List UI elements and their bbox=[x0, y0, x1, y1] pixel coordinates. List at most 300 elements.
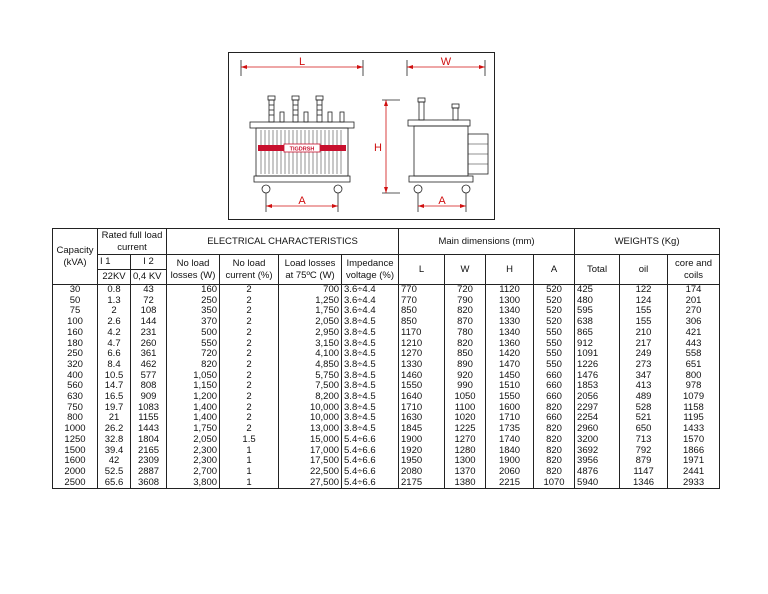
cell-impedance: 5.4÷6.6 bbox=[342, 456, 399, 467]
cell-h: 1735 bbox=[486, 424, 534, 435]
cell-total: 1091 bbox=[575, 349, 620, 360]
cell-oil: 217 bbox=[620, 339, 668, 350]
cell-l: 1630 bbox=[399, 413, 445, 424]
cell-i2: 2165 bbox=[131, 446, 167, 457]
cell-oil: 155 bbox=[620, 317, 668, 328]
cell-capacity: 250 bbox=[53, 349, 98, 360]
cell-a: 520 bbox=[534, 285, 575, 296]
col-h: H bbox=[486, 255, 534, 285]
cell-capacity: 1500 bbox=[53, 446, 98, 457]
cell-a: 660 bbox=[534, 413, 575, 424]
cell-i1: 8.4 bbox=[98, 360, 131, 371]
cell-a: 520 bbox=[534, 296, 575, 307]
cell-i1: 14.7 bbox=[98, 381, 131, 392]
cell-capacity: 2000 bbox=[53, 467, 98, 478]
cell-h: 1450 bbox=[486, 371, 534, 382]
cell-impedance: 3.8÷4.5 bbox=[342, 328, 399, 339]
cell-core-coils: 1570 bbox=[668, 435, 720, 446]
cell-i1: 4.7 bbox=[98, 339, 131, 350]
cell-h: 1740 bbox=[486, 435, 534, 446]
cell-capacity: 160 bbox=[53, 328, 98, 339]
cell-h: 1420 bbox=[486, 349, 534, 360]
cell-core-coils: 421 bbox=[668, 328, 720, 339]
table-row bbox=[53, 306, 720, 317]
cell-w: 890 bbox=[445, 360, 486, 371]
cell-impedance: 3.6÷4.4 bbox=[342, 306, 399, 317]
table-row bbox=[53, 381, 720, 392]
cell-core-coils: 651 bbox=[668, 360, 720, 371]
table-row bbox=[53, 339, 720, 350]
table-row bbox=[53, 478, 720, 489]
table-row bbox=[53, 424, 720, 435]
cell-total: 3956 bbox=[575, 456, 620, 467]
cell-no-load-current: 2 bbox=[220, 317, 279, 328]
cell-no-load-losses: 160 bbox=[167, 285, 220, 296]
cell-i1: 52.5 bbox=[98, 467, 131, 478]
col-no-load-current: No load current (%) bbox=[220, 255, 279, 285]
cell-oil: 650 bbox=[620, 424, 668, 435]
cell-load-losses: 27,500 bbox=[279, 478, 342, 489]
col-load-losses: Load losses at 75ºC (W) bbox=[279, 255, 342, 285]
cell-no-load-current: 2 bbox=[220, 328, 279, 339]
cell-h: 2215 bbox=[486, 478, 534, 489]
cell-a: 1070 bbox=[534, 478, 575, 489]
cell-oil: 155 bbox=[620, 306, 668, 317]
cell-a: 550 bbox=[534, 339, 575, 350]
cell-capacity: 100 bbox=[53, 317, 98, 328]
cell-a: 820 bbox=[534, 424, 575, 435]
table-row bbox=[53, 392, 720, 403]
cell-w: 1100 bbox=[445, 403, 486, 414]
cell-h: 1120 bbox=[486, 285, 534, 296]
cell-no-load-losses: 820 bbox=[167, 360, 220, 371]
cell-oil: 521 bbox=[620, 413, 668, 424]
cell-core-coils: 270 bbox=[668, 306, 720, 317]
col-rated-current: Rated full load current bbox=[98, 229, 167, 255]
cell-no-load-losses: 1,050 bbox=[167, 371, 220, 382]
cell-no-load-losses: 500 bbox=[167, 328, 220, 339]
cell-load-losses: 2,950 bbox=[279, 328, 342, 339]
table-row bbox=[53, 296, 720, 307]
cell-capacity: 75 bbox=[53, 306, 98, 317]
cell-core-coils: 558 bbox=[668, 349, 720, 360]
cell-no-load-current: 2 bbox=[220, 360, 279, 371]
cell-i1: 42 bbox=[98, 456, 131, 467]
col-i2: I 2 bbox=[131, 255, 167, 270]
cell-load-losses: 22,500 bbox=[279, 467, 342, 478]
cell-core-coils: 2933 bbox=[668, 478, 720, 489]
cell-total: 638 bbox=[575, 317, 620, 328]
cell-l: 1900 bbox=[399, 435, 445, 446]
cell-a: 820 bbox=[534, 456, 575, 467]
cell-load-losses: 10,000 bbox=[279, 403, 342, 414]
table-row bbox=[53, 360, 720, 371]
cell-total: 865 bbox=[575, 328, 620, 339]
cell-l: 1920 bbox=[399, 446, 445, 457]
cell-i2: 72 bbox=[131, 296, 167, 307]
cell-no-load-current: 2 bbox=[220, 403, 279, 414]
cell-total: 2254 bbox=[575, 413, 620, 424]
cell-oil: 249 bbox=[620, 349, 668, 360]
cell-capacity: 1250 bbox=[53, 435, 98, 446]
cell-capacity: 800 bbox=[53, 413, 98, 424]
cell-total: 595 bbox=[575, 306, 620, 317]
cell-oil: 124 bbox=[620, 296, 668, 307]
cell-oil: 122 bbox=[620, 285, 668, 296]
cell-load-losses: 13,000 bbox=[279, 424, 342, 435]
cell-no-load-losses: 1,400 bbox=[167, 403, 220, 414]
cell-no-load-current: 1.5 bbox=[220, 435, 279, 446]
dim-label-a-front: A bbox=[298, 195, 306, 207]
col-capacity: Capacity (kVA) bbox=[53, 229, 98, 285]
transformer-spec-table bbox=[52, 228, 720, 489]
table-row bbox=[53, 317, 720, 328]
cell-no-load-losses: 2,300 bbox=[167, 446, 220, 457]
cell-w: 820 bbox=[445, 306, 486, 317]
cell-load-losses: 4,100 bbox=[279, 349, 342, 360]
cell-w: 1370 bbox=[445, 467, 486, 478]
cell-no-load-losses: 550 bbox=[167, 339, 220, 350]
cell-a: 550 bbox=[534, 349, 575, 360]
cell-capacity: 400 bbox=[53, 371, 98, 382]
cell-i1: 65.6 bbox=[98, 478, 131, 489]
table-body bbox=[53, 285, 720, 489]
cell-w: 1380 bbox=[445, 478, 486, 489]
table-row bbox=[53, 456, 720, 467]
cell-i1: 1.3 bbox=[98, 296, 131, 307]
cell-w: 1300 bbox=[445, 456, 486, 467]
cell-i2: 1804 bbox=[131, 435, 167, 446]
cell-load-losses: 700 bbox=[279, 285, 342, 296]
cell-a: 820 bbox=[534, 403, 575, 414]
cell-no-load-current: 1 bbox=[220, 446, 279, 457]
cell-no-load-losses: 1,150 bbox=[167, 381, 220, 392]
cell-impedance: 3.6÷4.4 bbox=[342, 285, 399, 296]
cell-no-load-current: 2 bbox=[220, 339, 279, 350]
cell-capacity: 2500 bbox=[53, 478, 98, 489]
cell-no-load-current: 2 bbox=[220, 371, 279, 382]
table-row bbox=[53, 349, 720, 360]
cell-i2: 1443 bbox=[131, 424, 167, 435]
cell-capacity: 180 bbox=[53, 339, 98, 350]
cell-no-load-current: 1 bbox=[220, 478, 279, 489]
cell-core-coils: 1079 bbox=[668, 392, 720, 403]
cell-w: 990 bbox=[445, 381, 486, 392]
cell-h: 1300 bbox=[486, 296, 534, 307]
cell-w: 870 bbox=[445, 317, 486, 328]
cell-total: 5940 bbox=[575, 478, 620, 489]
cell-i1: 21 bbox=[98, 413, 131, 424]
table-row bbox=[53, 446, 720, 457]
cell-total: 1476 bbox=[575, 371, 620, 382]
cell-impedance: 3.8÷4.5 bbox=[342, 339, 399, 350]
cell-impedance: 5.4÷6.6 bbox=[342, 435, 399, 446]
cell-core-coils: 800 bbox=[668, 371, 720, 382]
drawing-frame bbox=[229, 53, 495, 220]
cell-a: 520 bbox=[534, 306, 575, 317]
cell-w: 1270 bbox=[445, 435, 486, 446]
table-row bbox=[53, 371, 720, 382]
cell-total: 912 bbox=[575, 339, 620, 350]
cell-impedance: 5.4÷6.6 bbox=[342, 446, 399, 457]
cell-w: 1225 bbox=[445, 424, 486, 435]
cell-a: 660 bbox=[534, 392, 575, 403]
cell-h: 1840 bbox=[486, 446, 534, 457]
cell-i2: 1155 bbox=[131, 413, 167, 424]
table-row bbox=[53, 435, 720, 446]
col-l: L bbox=[399, 255, 445, 285]
col-22kv: 22KV bbox=[98, 270, 131, 285]
cell-core-coils: 1866 bbox=[668, 446, 720, 457]
cell-oil: 1147 bbox=[620, 467, 668, 478]
cell-no-load-current: 1 bbox=[220, 456, 279, 467]
dim-label-h: H bbox=[374, 142, 382, 154]
cell-core-coils: 978 bbox=[668, 381, 720, 392]
cell-a: 660 bbox=[534, 381, 575, 392]
cell-h: 1510 bbox=[486, 381, 534, 392]
cell-no-load-losses: 250 bbox=[167, 296, 220, 307]
cell-load-losses: 2,050 bbox=[279, 317, 342, 328]
cell-a: 820 bbox=[534, 435, 575, 446]
cell-w: 920 bbox=[445, 371, 486, 382]
cell-l: 2080 bbox=[399, 467, 445, 478]
table-row bbox=[53, 403, 720, 414]
dim-label-l: L bbox=[298, 56, 306, 68]
cell-h: 2060 bbox=[486, 467, 534, 478]
cell-a: 520 bbox=[534, 317, 575, 328]
cell-load-losses: 1,750 bbox=[279, 306, 342, 317]
table-row bbox=[53, 413, 720, 424]
cell-h: 1340 bbox=[486, 306, 534, 317]
cell-no-load-losses: 2,700 bbox=[167, 467, 220, 478]
cell-no-load-losses: 720 bbox=[167, 349, 220, 360]
cell-impedance: 3.8÷4.5 bbox=[342, 403, 399, 414]
col-total: Total bbox=[575, 255, 620, 285]
table-row bbox=[53, 467, 720, 478]
cell-w: 1050 bbox=[445, 392, 486, 403]
cell-core-coils: 201 bbox=[668, 296, 720, 307]
cell-i2: 260 bbox=[131, 339, 167, 350]
cell-i1: 6.6 bbox=[98, 349, 131, 360]
cell-core-coils: 1433 bbox=[668, 424, 720, 435]
cell-no-load-losses: 1,200 bbox=[167, 392, 220, 403]
cell-core-coils: 1971 bbox=[668, 456, 720, 467]
cell-i1: 26.2 bbox=[98, 424, 131, 435]
cell-oil: 347 bbox=[620, 371, 668, 382]
cell-core-coils: 1158 bbox=[668, 403, 720, 414]
cell-i1: 16.5 bbox=[98, 392, 131, 403]
cell-core-coils: 174 bbox=[668, 285, 720, 296]
cell-no-load-losses: 2,050 bbox=[167, 435, 220, 446]
cell-i1: 10.5 bbox=[98, 371, 131, 382]
cell-oil: 489 bbox=[620, 392, 668, 403]
col-w: W bbox=[445, 255, 486, 285]
cell-no-load-current: 1 bbox=[220, 467, 279, 478]
cell-l: 1845 bbox=[399, 424, 445, 435]
col-a: A bbox=[534, 255, 575, 285]
cell-i1: 4.2 bbox=[98, 328, 131, 339]
cell-no-load-losses: 1,400 bbox=[167, 413, 220, 424]
col-oil: oil bbox=[620, 255, 668, 285]
cell-impedance: 3.8÷4.5 bbox=[342, 424, 399, 435]
cell-total: 4876 bbox=[575, 467, 620, 478]
cell-i1: 32.8 bbox=[98, 435, 131, 446]
col-electrical: ELECTRICAL CHARACTERISTICS bbox=[167, 229, 399, 255]
cell-no-load-current: 2 bbox=[220, 349, 279, 360]
cell-i2: 909 bbox=[131, 392, 167, 403]
cell-l: 1330 bbox=[399, 360, 445, 371]
dim-label-a-side: A bbox=[438, 195, 446, 207]
cell-capacity: 50 bbox=[53, 296, 98, 307]
nameplate-text: TIGDRSH bbox=[289, 146, 315, 153]
cell-total: 480 bbox=[575, 296, 620, 307]
cell-a: 550 bbox=[534, 328, 575, 339]
cell-i2: 2309 bbox=[131, 456, 167, 467]
cell-h: 1710 bbox=[486, 413, 534, 424]
cell-total: 3692 bbox=[575, 446, 620, 457]
cell-h: 1470 bbox=[486, 360, 534, 371]
cell-no-load-current: 2 bbox=[220, 285, 279, 296]
cell-i2: 2887 bbox=[131, 467, 167, 478]
cell-impedance: 3.6÷4.4 bbox=[342, 296, 399, 307]
cell-impedance: 3.8÷4.5 bbox=[342, 360, 399, 371]
cell-load-losses: 7,500 bbox=[279, 381, 342, 392]
cell-core-coils: 1195 bbox=[668, 413, 720, 424]
cell-h: 1900 bbox=[486, 456, 534, 467]
cell-core-coils: 306 bbox=[668, 317, 720, 328]
cell-total: 2056 bbox=[575, 392, 620, 403]
cell-i2: 231 bbox=[131, 328, 167, 339]
col-0-4kv: 0,4 KV bbox=[131, 270, 167, 285]
table-row bbox=[53, 285, 720, 296]
cell-a: 660 bbox=[534, 371, 575, 382]
cell-total: 1853 bbox=[575, 381, 620, 392]
cell-core-coils: 2441 bbox=[668, 467, 720, 478]
cell-total: 2960 bbox=[575, 424, 620, 435]
cell-a: 820 bbox=[534, 446, 575, 457]
cell-total: 1226 bbox=[575, 360, 620, 371]
col-i1: I 1 bbox=[98, 255, 131, 270]
cell-oil: 792 bbox=[620, 446, 668, 457]
cell-impedance: 5.4÷6.6 bbox=[342, 467, 399, 478]
cell-a: 820 bbox=[534, 467, 575, 478]
cell-impedance: 5.4÷6.6 bbox=[342, 478, 399, 489]
cell-l: 1210 bbox=[399, 339, 445, 350]
cell-oil: 879 bbox=[620, 456, 668, 467]
cell-no-load-losses: 1,750 bbox=[167, 424, 220, 435]
cell-impedance: 3.8÷4.5 bbox=[342, 317, 399, 328]
col-core-coils: core and coils bbox=[668, 255, 720, 285]
cell-l: 2175 bbox=[399, 478, 445, 489]
cell-h: 1330 bbox=[486, 317, 534, 328]
cell-l: 1170 bbox=[399, 328, 445, 339]
cell-capacity: 320 bbox=[53, 360, 98, 371]
cell-no-load-current: 2 bbox=[220, 306, 279, 317]
transformer-drawing bbox=[228, 52, 495, 220]
cell-no-load-current: 2 bbox=[220, 392, 279, 403]
cell-load-losses: 8,200 bbox=[279, 392, 342, 403]
cell-load-losses: 4,850 bbox=[279, 360, 342, 371]
cell-impedance: 3.8÷4.5 bbox=[342, 392, 399, 403]
cell-h: 1360 bbox=[486, 339, 534, 350]
dim-label-w: W bbox=[440, 56, 452, 68]
cell-impedance: 3.8÷4.5 bbox=[342, 381, 399, 392]
cell-load-losses: 17,000 bbox=[279, 446, 342, 457]
cell-total: 2297 bbox=[575, 403, 620, 414]
cell-w: 820 bbox=[445, 339, 486, 350]
cell-i2: 144 bbox=[131, 317, 167, 328]
cell-i2: 108 bbox=[131, 306, 167, 317]
cell-i1: 2 bbox=[98, 306, 131, 317]
cell-a: 550 bbox=[534, 360, 575, 371]
col-weights: WEIGHTS (Kg) bbox=[575, 229, 720, 255]
cell-no-load-current: 2 bbox=[220, 413, 279, 424]
cell-oil: 210 bbox=[620, 328, 668, 339]
cell-oil: 713 bbox=[620, 435, 668, 446]
cell-no-load-current: 2 bbox=[220, 381, 279, 392]
cell-load-losses: 15,000 bbox=[279, 435, 342, 446]
cell-i2: 808 bbox=[131, 381, 167, 392]
cell-l: 1950 bbox=[399, 456, 445, 467]
cell-impedance: 3.8÷4.5 bbox=[342, 413, 399, 424]
cell-h: 1550 bbox=[486, 392, 534, 403]
cell-no-load-current: 2 bbox=[220, 296, 279, 307]
cell-h: 1340 bbox=[486, 328, 534, 339]
cell-load-losses: 17,500 bbox=[279, 456, 342, 467]
cell-i2: 577 bbox=[131, 371, 167, 382]
cell-oil: 413 bbox=[620, 381, 668, 392]
cell-core-coils: 443 bbox=[668, 339, 720, 350]
cell-capacity: 560 bbox=[53, 381, 98, 392]
cell-i2: 361 bbox=[131, 349, 167, 360]
cell-h: 1600 bbox=[486, 403, 534, 414]
cell-l: 1550 bbox=[399, 381, 445, 392]
table-row bbox=[53, 328, 720, 339]
cell-i2: 3608 bbox=[131, 478, 167, 489]
cell-no-load-current: 2 bbox=[220, 424, 279, 435]
cell-l: 850 bbox=[399, 306, 445, 317]
cell-i1: 0.8 bbox=[98, 285, 131, 296]
cell-w: 1280 bbox=[445, 446, 486, 457]
cell-i1: 2.6 bbox=[98, 317, 131, 328]
cell-l: 1460 bbox=[399, 371, 445, 382]
cell-capacity: 30 bbox=[53, 285, 98, 296]
cell-no-load-losses: 2,300 bbox=[167, 456, 220, 467]
cell-i2: 43 bbox=[131, 285, 167, 296]
cell-l: 850 bbox=[399, 317, 445, 328]
cell-load-losses: 10,000 bbox=[279, 413, 342, 424]
cell-l: 1710 bbox=[399, 403, 445, 414]
cell-load-losses: 3,150 bbox=[279, 339, 342, 350]
cell-no-load-losses: 370 bbox=[167, 317, 220, 328]
cell-l: 1270 bbox=[399, 349, 445, 360]
cell-i2: 1083 bbox=[131, 403, 167, 414]
cell-l: 1640 bbox=[399, 392, 445, 403]
cell-w: 1020 bbox=[445, 413, 486, 424]
cell-w: 850 bbox=[445, 349, 486, 360]
cell-w: 720 bbox=[445, 285, 486, 296]
cell-l: 770 bbox=[399, 296, 445, 307]
cell-impedance: 3.8÷4.5 bbox=[342, 349, 399, 360]
cell-impedance: 3.8÷4.5 bbox=[342, 371, 399, 382]
cell-capacity: 750 bbox=[53, 403, 98, 414]
cell-w: 780 bbox=[445, 328, 486, 339]
cell-i1: 39.4 bbox=[98, 446, 131, 457]
cell-oil: 1346 bbox=[620, 478, 668, 489]
cell-w: 790 bbox=[445, 296, 486, 307]
cell-oil: 273 bbox=[620, 360, 668, 371]
cell-capacity: 630 bbox=[53, 392, 98, 403]
